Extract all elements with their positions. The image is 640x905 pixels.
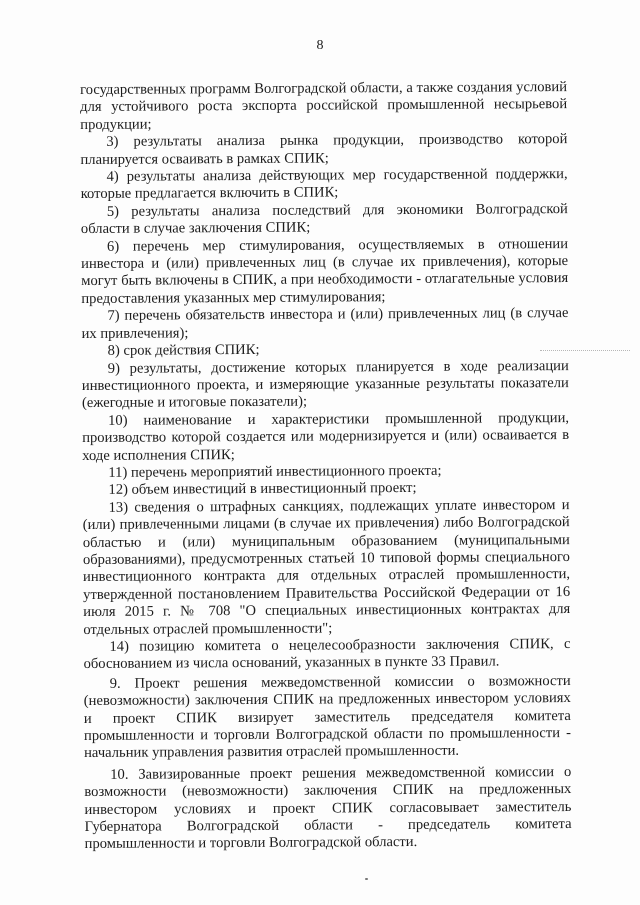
list-item-6: 6) перечень мер стимулирования, осуществляемых в отношении инвестора и (или) привлеченных лиц (в случае их привлечения), которые могут быть включены в СПИК, а при необходимости - отлагательные условия предоставления указанных мер стимулирования;	[81, 235, 569, 307]
paragraph-continuation: государственных программ Волгоградской области, а также создания условий для устойчивого роста экспорта российской промышленной несырьевой продукции;	[80, 79, 568, 133]
scan-artifact-dots	[540, 350, 630, 353]
clause-10: 10. Завизированные проект решения межведомственной комиссии о возможности (невозможности) заключения СПИК на предложенных инвестором условиях и проект СПИК согласовывает заместитель Губернатора Волгоградской области - председатель комитета промышленности и торговли Волгоградской области.	[84, 763, 572, 853]
list-item-14: 14) позицию комитета о нецелесообразности заключения СПИК, с обоснованием из числа оснований, указанных в пункте 33 Правил.	[83, 636, 571, 673]
list-item-4: 4) результаты анализа действующих мер государственной поддержки, которые предлагается включить в СПИК;	[80, 166, 568, 203]
page-number: 8	[316, 38, 324, 53]
list-item-11: 11) перечень мероприятий инвестиционного проекта;	[108, 462, 442, 481]
list-item-8: 8) срок действия СПИК;	[107, 342, 260, 359]
clause-9: 9. Проект решения межведомственной комиссии о возможности (невозможности) заключения СПИК на предложенных инвестором условиях и проект СПИК визирует заместитель председателя комитета промышленности и торговли Волгоградской области по промышленности - начальник управления развития отраслей промышленности.	[83, 672, 572, 762]
list-item-12: 12) объем инвестиций в инвестиционный проект;	[108, 480, 417, 499]
list-item-5: 5) результаты анализа последствий для экономики Волгоградской области в случае заключения СПИК;	[80, 200, 568, 238]
scan-artifact-mark	[365, 878, 368, 880]
document-body	[80, 79, 572, 854]
list-item-3: 3) результаты анализа рынка продукции, производство которой планируется осваивать в рамках СПИК;	[80, 131, 568, 168]
list-item-13: 13) сведения о штрафных санкциях, подлежащих уплате инвестором и (или) привлеченными лицами (в случае их привлечения) либо Волгоградской областью и (или) муниципальным образованием (муниципальными образованиями), предусмотренных статьей 10 типовой формы специального инвестиционного контракта для отдельных отраслей промышленности, утвержденной постановлением Правительства Российской Федерации от 16 июля 2015 г. № 708 "О специальных инвестиционных контрактах для отдельных отраслей промышленности";	[82, 496, 571, 638]
list-item-10: 10) наименование и характеристики промышленной продукции, производство которой создается или модернизируется и (или) осваивается в ходе исполнения СПИК;	[82, 409, 570, 464]
list-item-7: 7) перечень обязательств инвестора и (или) привлеченных лиц (в случае их привлечения);	[81, 305, 569, 342]
list-item-9: 9) результаты, достижение которых планируется в ходе реализации инвестиционного проекта, и измеряющие указанные результаты показатели (ежегодные и итоговые показатели);	[81, 357, 569, 412]
